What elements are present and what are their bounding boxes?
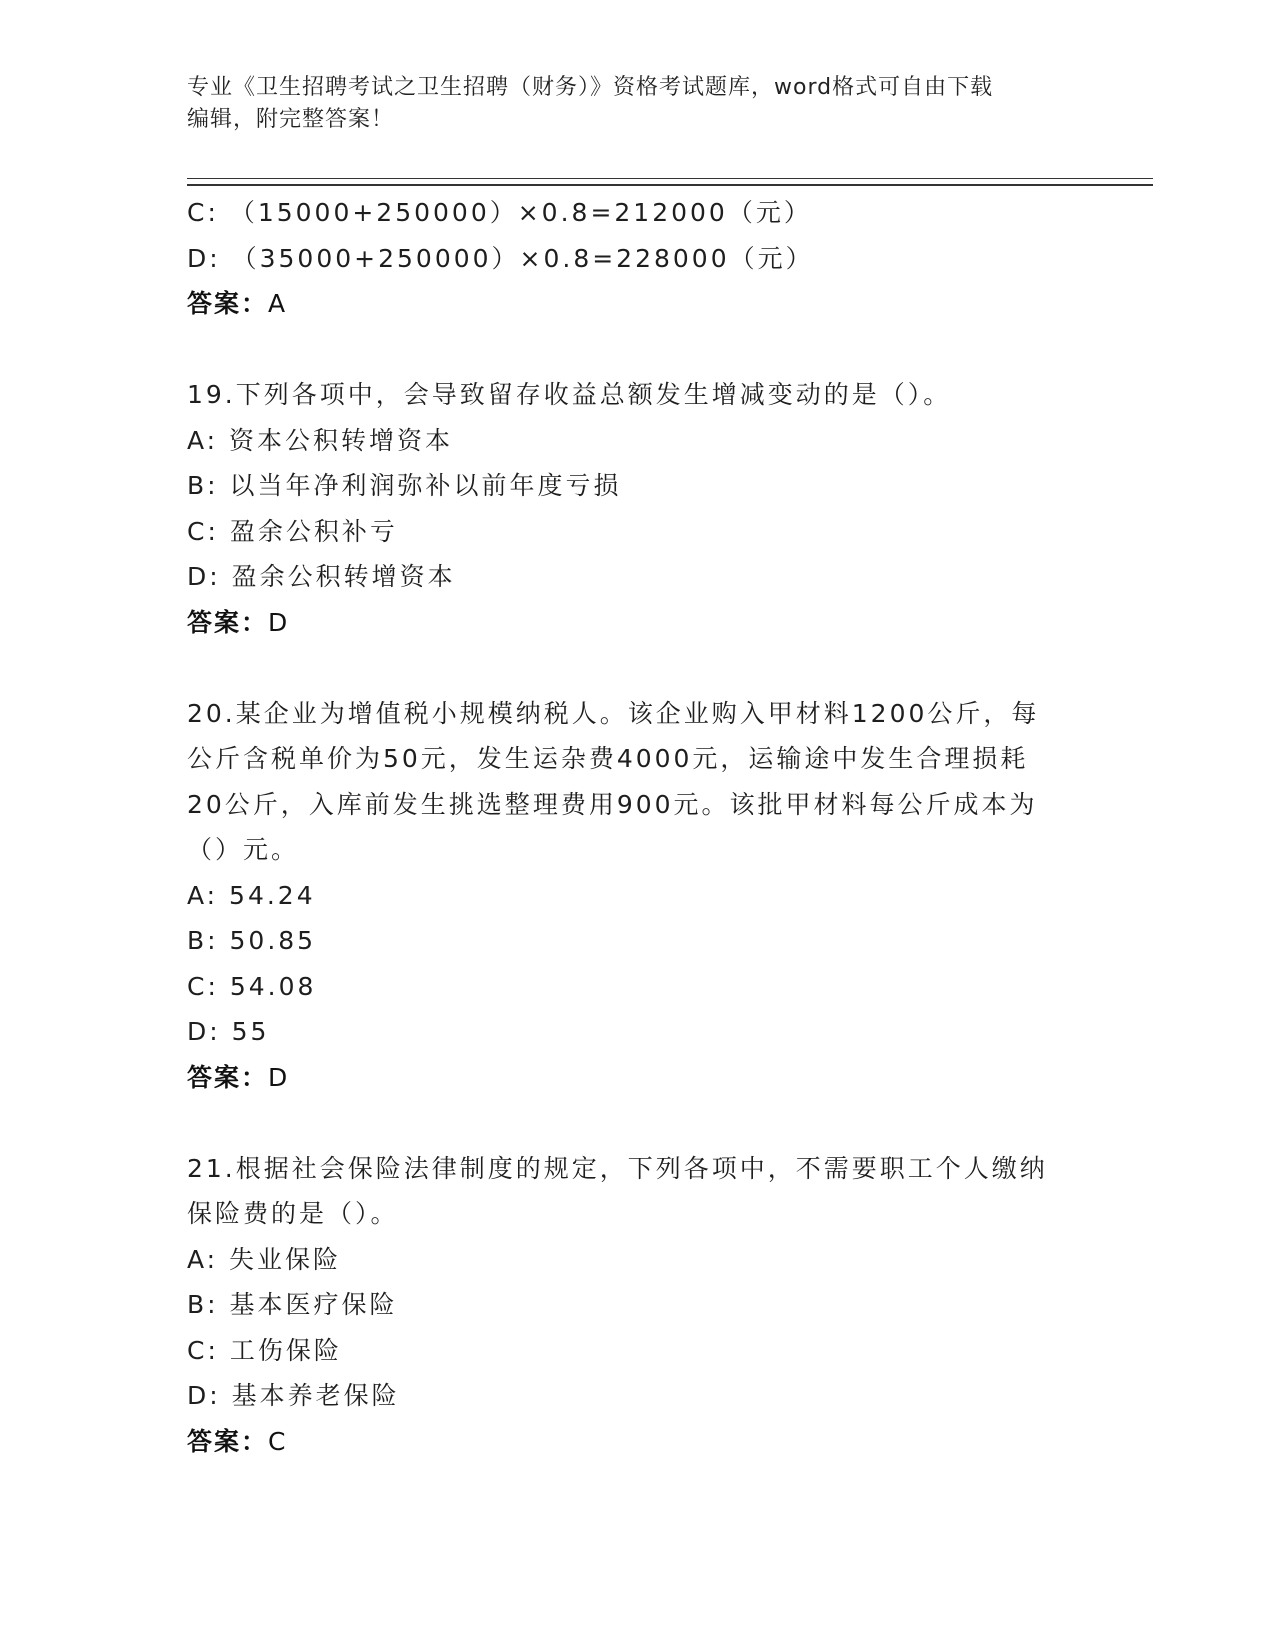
option-b: B: 以当年净利润弥补以前年度亏损 — [187, 471, 622, 500]
answer-value: A — [268, 289, 288, 318]
option-d: D: 基本养老保险 — [187, 1381, 400, 1410]
document-header — [187, 72, 1087, 136]
answer-label: 答案： — [187, 289, 269, 318]
option-d: D: 55 — [187, 1017, 270, 1046]
spacer — [187, 1100, 1087, 1146]
option-c: C: 盈余公积补亏 — [187, 516, 398, 546]
spacer — [187, 645, 1087, 691]
option-c: C: （15000+250000）×0.8=212000（元） — [187, 198, 812, 227]
question-stem: 20.某企业为增值税小规模纳税人。该企业购入甲材料1200公斤，每 — [187, 698, 1040, 728]
answer-label: 答案： — [187, 1062, 269, 1092]
spacer — [187, 327, 1087, 373]
question-21 — [187, 1146, 1087, 1465]
question-stem: 公斤含税单价为50元，发生运杂费4000元，运输途中发生合理损耗 — [187, 744, 1029, 773]
question-stem: 21.根据社会保险法律制度的规定，下列各项中，不需要职工个人缴纳 — [187, 1153, 1048, 1183]
previous-question-tail — [187, 190, 1087, 327]
question-stem: 20公斤，入库前发生挑选整理费用900元。该批甲材料每公斤成本为 — [187, 789, 1038, 819]
question-stem: 保险费的是（）。 — [187, 1199, 399, 1228]
question-content — [187, 190, 1087, 1464]
option-a: A: 资本公积转增资本 — [187, 425, 454, 455]
answer-label: 答案： — [187, 607, 269, 637]
option-a: A: 54.24 — [187, 880, 316, 910]
option-c: C: 54.08 — [187, 971, 317, 1001]
header-line-2: 编辑，附完整答案！ — [187, 107, 395, 132]
option-c: C: 工伤保险 — [187, 1335, 342, 1365]
answer-label: 答案： — [187, 1426, 269, 1456]
question-stem: 19.下列各项中，会导致留存收益总额发生增减变动的是（）。 — [187, 380, 952, 409]
question-19 — [187, 372, 1087, 645]
answer-line — [187, 281, 1087, 327]
answer-line — [187, 600, 1087, 646]
answer-value: D — [268, 1062, 290, 1092]
option-d: D: （35000+250000）×0.8=228000（元） — [187, 243, 814, 273]
option-d: D: 盈余公积转增资本 — [187, 562, 456, 591]
answer-value: D — [268, 607, 290, 637]
option-a: A: 失业保险 — [187, 1244, 342, 1274]
answer-line — [187, 1055, 1087, 1101]
option-b: B: 50.85 — [187, 926, 317, 955]
answer-line — [187, 1419, 1087, 1465]
header-divider — [187, 178, 1153, 186]
header-line-1: 专业《卫生招聘考试之卫生招聘（财务）》资格考试题库，word格式可自由下载 — [187, 75, 994, 100]
question-20 — [187, 691, 1087, 1101]
question-stem: （）元。 — [187, 835, 300, 864]
answer-value: C — [268, 1426, 288, 1456]
option-b: B: 基本医疗保险 — [187, 1290, 398, 1319]
